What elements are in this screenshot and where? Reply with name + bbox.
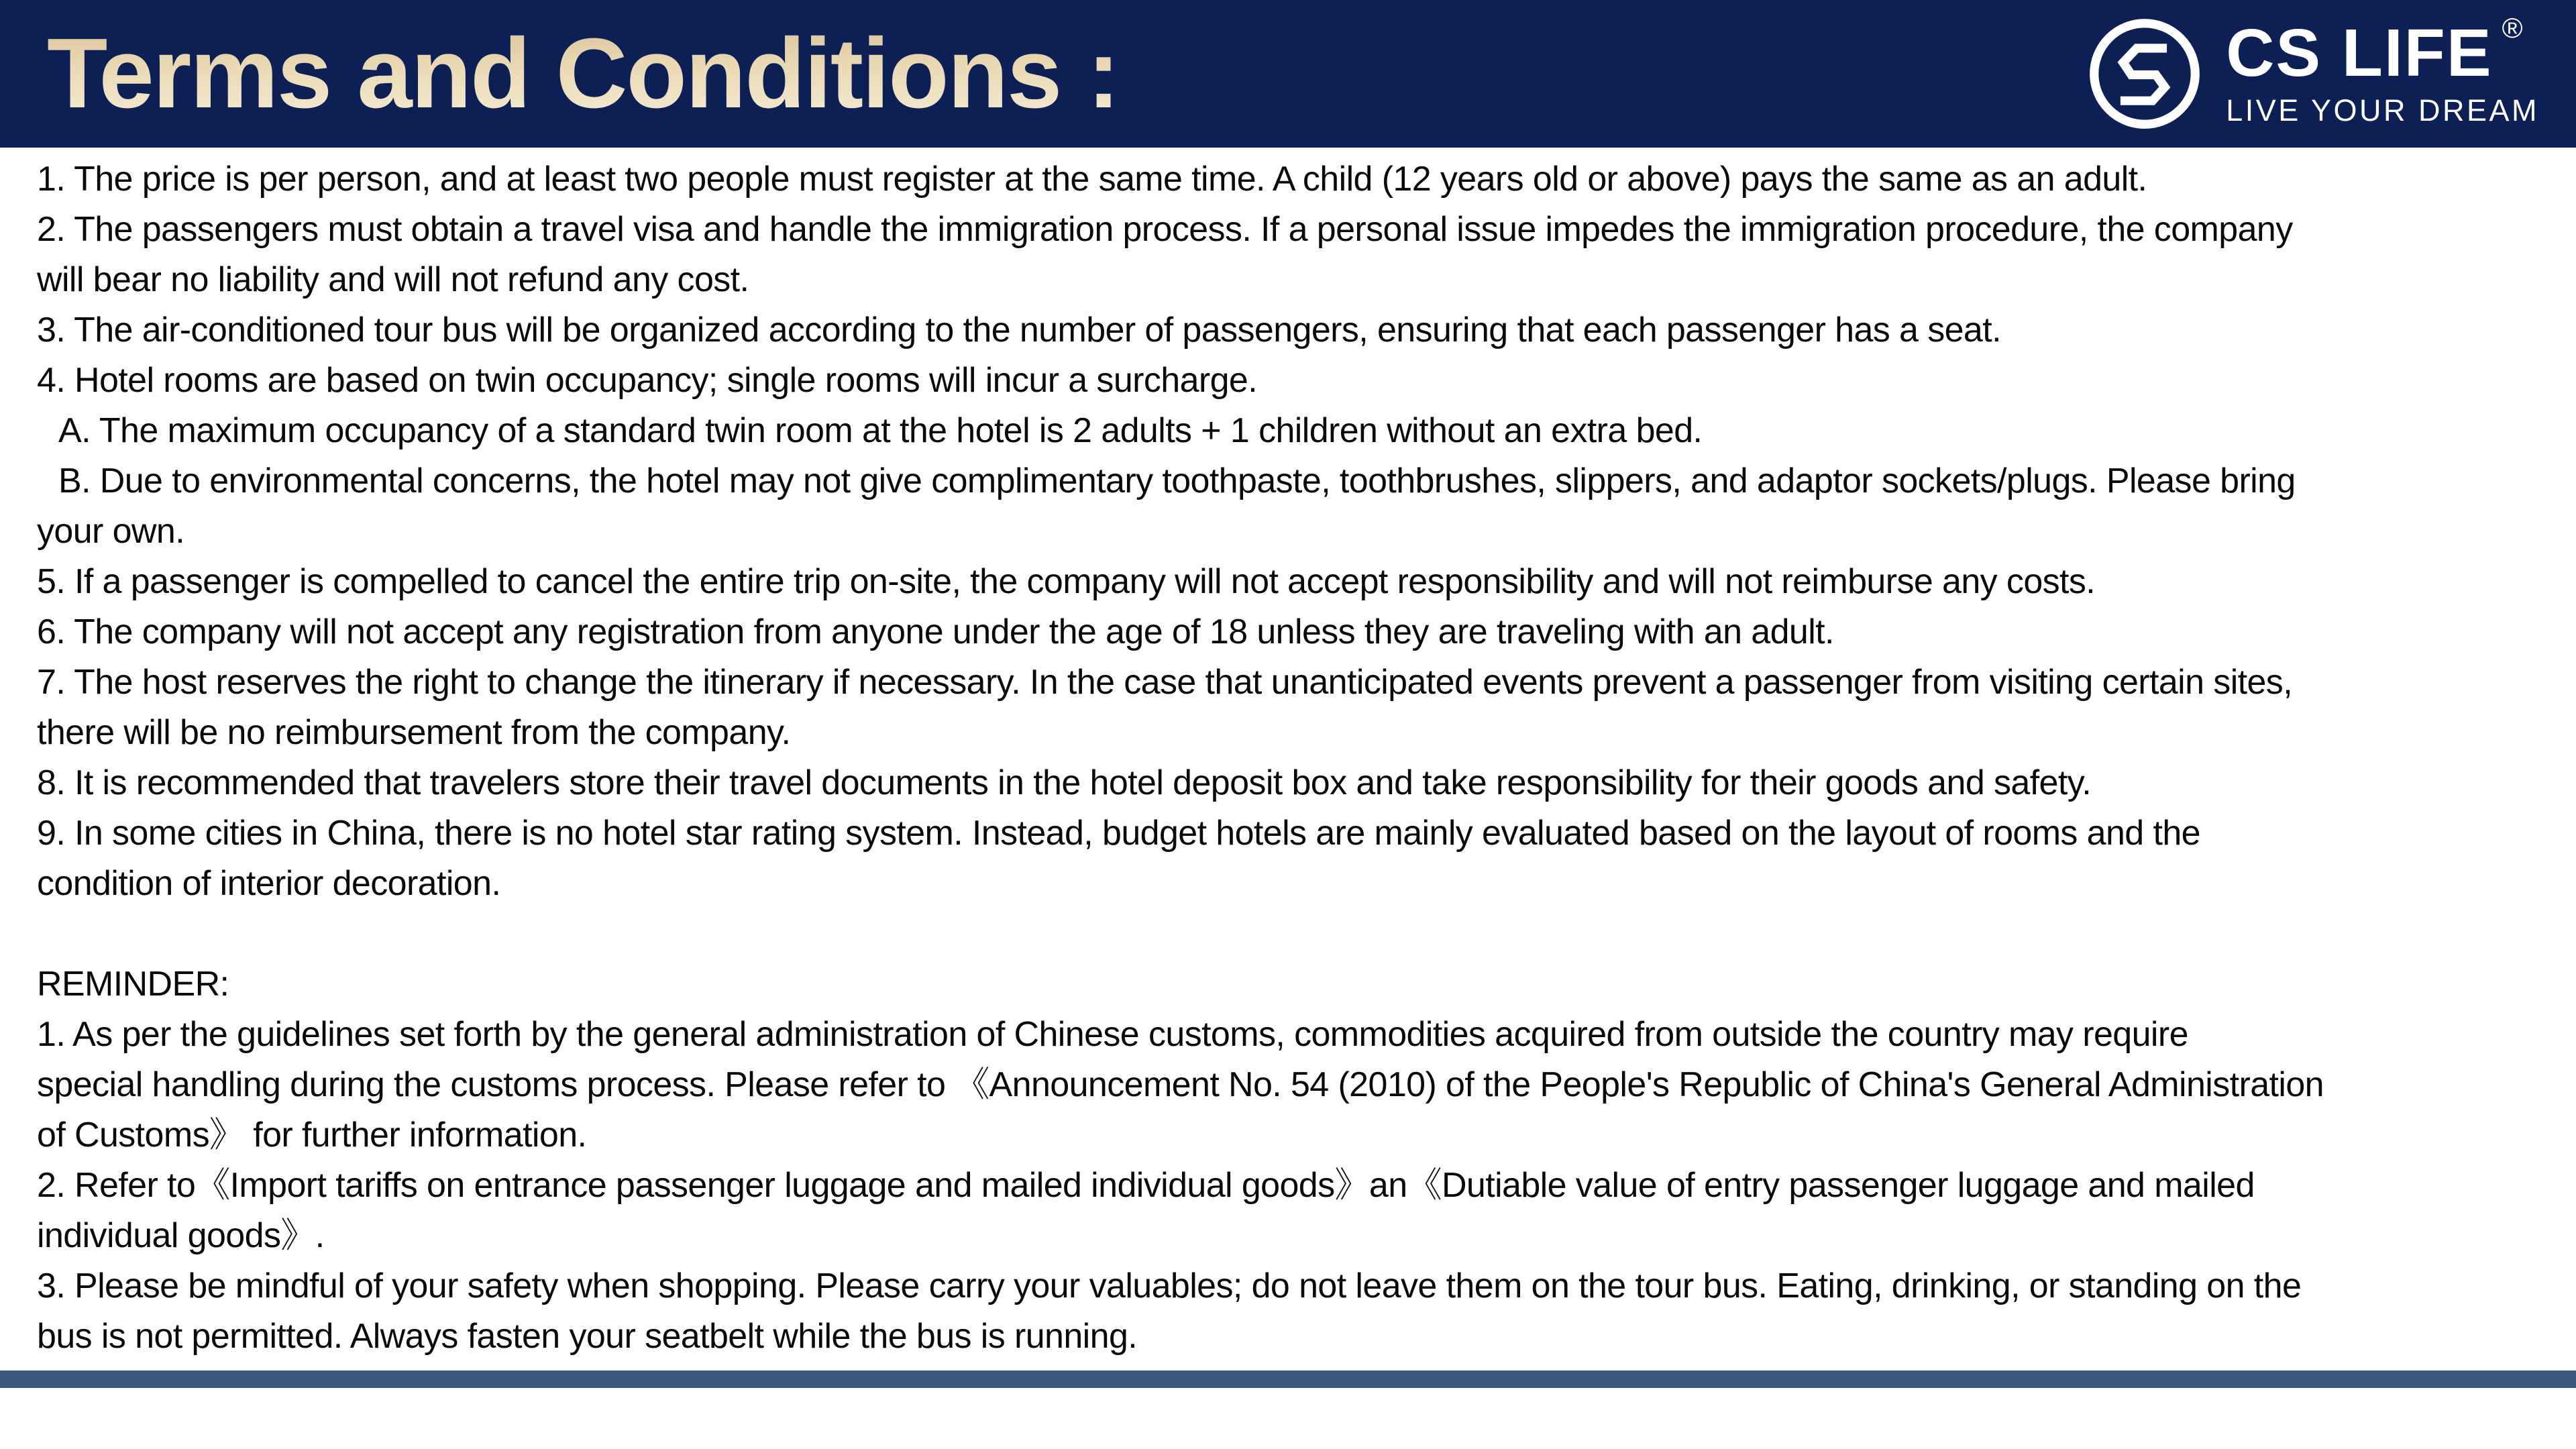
text-line: bus is not permitted. Always fasten your seatbelt while the bus is running. [37,1317,1138,1356]
text-line: will bear no liability and will not refund any cost. [37,260,749,299]
text-line: 6. The company will not accept any registration from anyone under the age of 18 unless they are traveling with an adult. [37,612,1834,651]
text-line: 8. It is recommended that travelers store their travel documents in the hotel deposit box and take responsibility for their goods and safety. [37,763,2092,802]
header-bar [0,0,2576,148]
text-line: B. Due to environmental concerns, the hotel may not give complimentary toothpaste, toothbrushes, slippers, and adaptor sockets/plugs. Please bring [58,462,2296,500]
page-title: Terms and Conditions : [47,0,1119,148]
brand-tagline: LIVE YOUR DREAM [2226,93,2539,127]
terms-text [37,154,2566,1362]
cs-life-logo-icon [2085,14,2204,133]
logo-text-block [2226,12,2539,128]
brand-name: CS LIFE [2226,15,2493,91]
text-line: 5. If a passenger is compelled to cancel the entire trip on-site, the company will not accept responsibility and will not reimburse any costs. [37,562,2096,601]
text-line: 1. As per the guidelines set forth by the general administration of Chinese customs, commodities acquired from outside the country may require [37,1015,2188,1054]
text-line: A. The maximum occupancy of a standard twin room at the hotel is 2 adults + 1 children without an extra bed. [58,411,1703,450]
text-line: of Customs》 for further information. [37,1116,587,1155]
cs-life-logo [2085,14,2539,133]
text-line: 9. In some cities in China, there is no hotel star rating system. Instead, budget hotels are mainly evaluated based on the layout of rooms and the [37,814,2200,853]
text-line: REMINDER: [37,965,229,1004]
registered-trademark-icon: ® [2502,12,2523,44]
brand-row [2226,12,2539,91]
text-line: 7. The host reserves the right to change the itinerary if necessary. In the case that unanticipated events prevent a passenger from visiting certain sites, [37,663,2293,702]
text-line: 4. Hotel rooms are based on twin occupancy; single rooms will incur a surcharge. [37,361,1258,400]
text-line: special handling during the customs process. Please refer to 《Announcement No. 54 (2010) of the People's Republic of China's General Administration [37,1065,2324,1104]
footer-accent-bar [0,1371,2576,1388]
text-line: 3. The air-conditioned tour bus will be organized according to the number of passengers, ensuring that each passenger has a seat. [37,311,2001,350]
text-line: there will be no reimbursement from the company. [37,713,791,752]
text-line: condition of interior decoration. [37,864,501,903]
text-line: your own. [37,512,185,551]
text-line: 1. The price is per person, and at least two people must register at the same time. A child (12 years old or above) pays the same as an adult. [37,160,2147,199]
text-line: individual goods》. [37,1216,325,1255]
text-line [37,909,2566,959]
text-line: 2. The passengers must obtain a travel visa and handle the immigration process. If a personal issue impedes the immigration procedure, the company [37,210,2293,249]
text-line: 2. Refer to《Import tariffs on entrance passenger luggage and mailed individual goods》an《Dutiable value of entry passenger luggage and mailed [37,1166,2255,1205]
text-line: 3. Please be mindful of your safety when shopping. Please carry your valuables; do not leave them on the tour bus. Eating, drinking, or standing on the [37,1267,2302,1305]
